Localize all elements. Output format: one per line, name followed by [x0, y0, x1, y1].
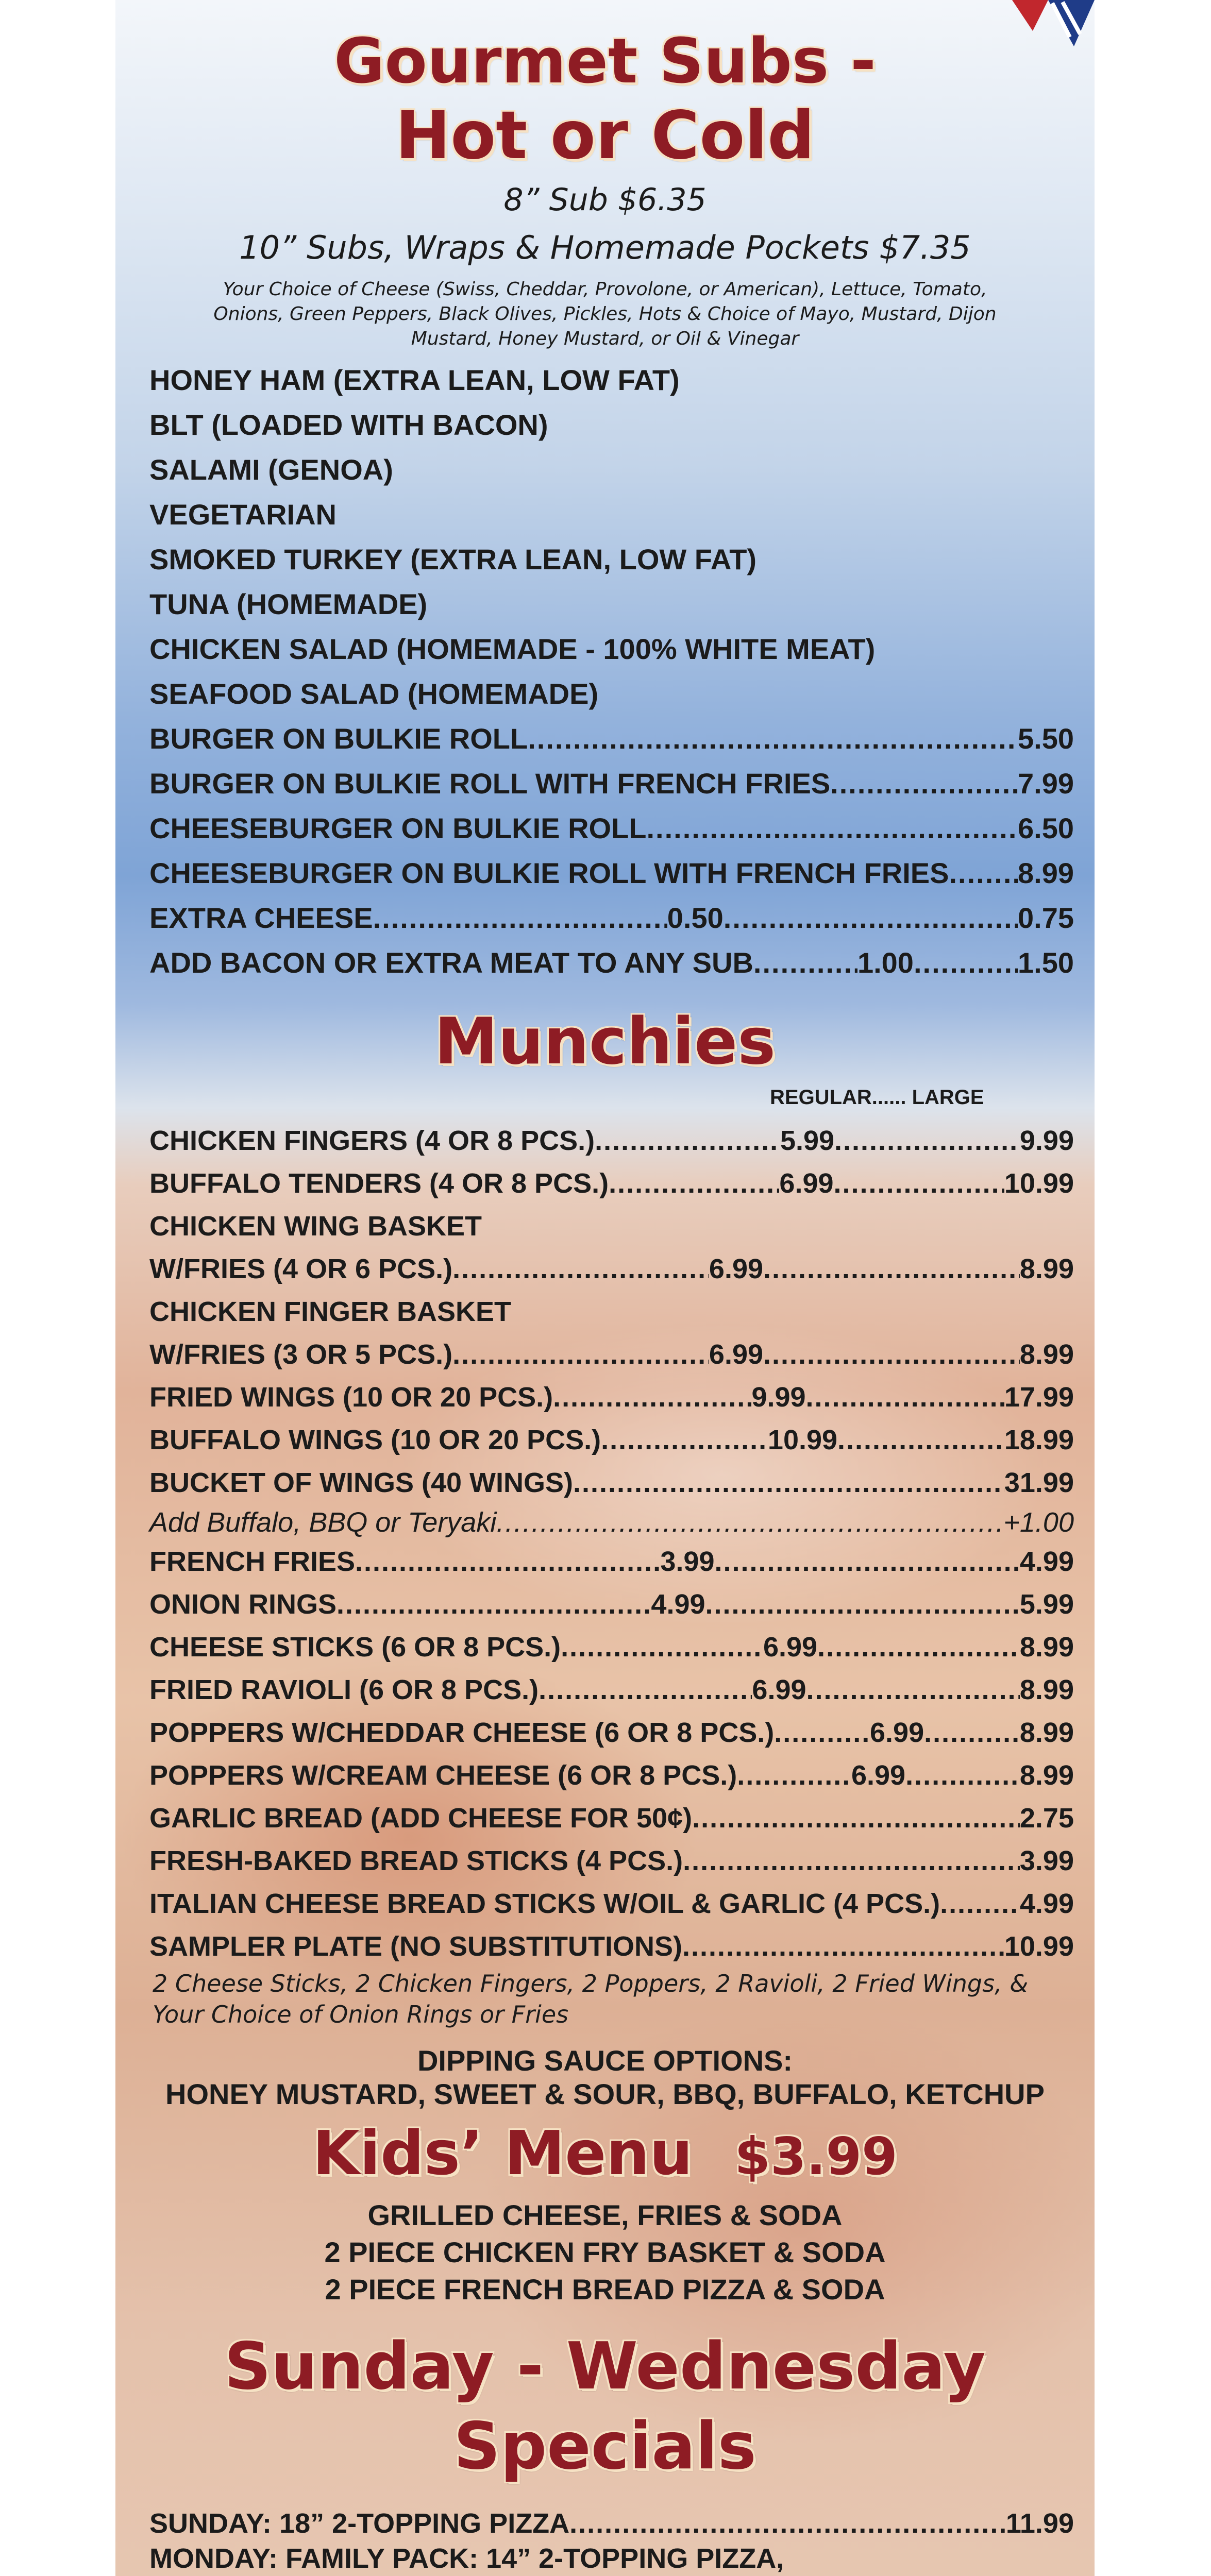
item-price-regular: 6.99 [779, 1168, 834, 1199]
item-price-large: 10.99 [1004, 1168, 1074, 1199]
item-price-large: 18.99 [1004, 1425, 1074, 1455]
item-name: ADD BACON OR EXTRA MEAT TO ANY SUB [149, 946, 753, 979]
item-name: Add Buffalo, BBQ or Teryaki [149, 1507, 497, 1538]
munchies-item-row [149, 1713, 1074, 1752]
leader-dots [539, 1670, 752, 1709]
item-name: W/FRIES (4 OR 6 PCS.) [149, 1253, 453, 1284]
sub-item-row [149, 405, 1074, 445]
leader-dots [817, 1628, 1020, 1667]
kids-item: 2 PIECE FRENCH BREAD PIZZA & SODA [325, 2273, 885, 2306]
item-price-price: 8.99 [1018, 857, 1074, 889]
leader-dots [834, 1164, 1004, 1203]
kids-title-line [115, 2117, 1095, 2189]
munchies-item-row [149, 1207, 1074, 1246]
col-header-dots: ...... [871, 1086, 906, 1109]
item-name: CHICKEN WING BASKET [149, 1211, 482, 1242]
item-name: POPPERS W/CREAM CHEESE (6 OR 8 PCS.) [149, 1760, 737, 1791]
munchies-item-row [149, 1884, 1074, 1923]
munchies-item-row [149, 1378, 1074, 1417]
sub-item-row [149, 809, 1074, 848]
item-price-large: 5.99 [1019, 1589, 1074, 1620]
special-item-row [149, 2504, 1074, 2543]
item-price-large: 8.99 [1019, 1253, 1074, 1284]
leader-dots [528, 719, 1018, 758]
item-name: CHICKEN FINGERS (4 OR 8 PCS.) [149, 1125, 595, 1156]
item-price-large: 8.99 [1019, 1760, 1074, 1791]
item-name: SALAMI (GENOA) [149, 453, 393, 486]
leader-dots [647, 809, 1018, 848]
munchies-item-row [149, 1506, 1074, 1539]
leader-dots [631, 2574, 1004, 2576]
leader-dots [774, 1713, 870, 1752]
leader-dots [601, 1420, 768, 1460]
leader-dots [834, 1121, 1020, 1160]
sub-item-row [149, 764, 1074, 803]
item-price-price: 1.50 [1018, 946, 1074, 979]
leader-dots [914, 943, 1018, 982]
item-name: GARLIC BREAD (ADD CHEESE FOR 50¢) [149, 1803, 693, 1834]
munchies-title: Munchies [434, 1005, 776, 1079]
item-price-large: 8.99 [1019, 1717, 1074, 1748]
sub-10-price: 10” Subs, Wraps & Homemade Pockets $7.35 [239, 229, 971, 266]
leader-dots [553, 1378, 751, 1417]
item-name: CHICKEN SALAD (HOMEMADE - 100% WHITE MEAT) [149, 633, 876, 665]
item-price-large: 8.99 [1019, 1632, 1074, 1663]
item-name: BURGER ON BULKIE ROLL WITH FRENCH FRIES [149, 767, 831, 800]
item-name: CHEESEBURGER ON BULKIE ROLL [149, 812, 647, 844]
item-name: SAMPLER PLATE (NO SUBSTITUTIONS) [149, 1931, 682, 1962]
item-price-large: +1.00 [1003, 1507, 1074, 1538]
sub-item-row [149, 854, 1074, 893]
item-price-large: 9.99 [1019, 1125, 1074, 1156]
leader-dots [692, 1799, 1020, 1838]
munchies-item-row [149, 1585, 1074, 1624]
subs-toppings-note: Your Choice of Cheese (Swiss, Cheddar, Provolone, or American), Lettuce, Tomato, Onions, Green Peppers, Black Olives, Pickles, Hots & Choice of Mayo, Mustard, Dijon Mustard, Honey Mustard, or Oil & Vinegar [213, 279, 997, 349]
item-price-price: 6.50 [1018, 812, 1074, 844]
item-name: SUNDAY: 18” 2-TOPPING PIZZA [149, 2508, 570, 2539]
munchies-item-row [149, 1463, 1074, 1502]
dipping-options: HONEY MUSTARD, SWEET & SOUR, BBQ, BUFFALO, KETCHUP [165, 2078, 1045, 2110]
item-name: ONION RINGS [149, 1589, 337, 1620]
item-price-price: 5.50 [1018, 722, 1074, 755]
sub-item-row [149, 719, 1074, 758]
item-name: EXTRA CHEESE [149, 902, 373, 934]
leader-dots [724, 899, 1018, 938]
item-name: FRIED RAVIOLI (6 OR 8 PCS.) [149, 1674, 539, 1705]
sub-item-row [149, 674, 1074, 714]
item-price-large: 4.99 [1019, 1888, 1074, 1919]
item-price-price [1004, 2574, 1074, 2576]
item-name: POPPERS W/CHEDDAR CHEESE (6 OR 8 PCS.) [149, 1717, 775, 1748]
specials-title-line1: Sunday - Wednesday [224, 2328, 986, 2404]
leader-dots [837, 1420, 1004, 1460]
item-price-large: 10.99 [1004, 1931, 1074, 1962]
leader-dots [705, 1585, 1020, 1624]
item-name: MONDAY: FAMILY PACK: 14” 2-TOPPING PIZZA, [149, 2543, 784, 2574]
munchies-item-row [149, 1927, 1074, 1966]
kids-item: 2 PIECE CHICKEN FRY BASKET & SODA [324, 2236, 886, 2268]
item-price-regular: 4.99 [651, 1589, 705, 1620]
item-price-large: 2.75 [1019, 1803, 1074, 1834]
item-price-large: 31.99 [1004, 1467, 1074, 1498]
item-name: FRESH-BAKED BREAD STICKS (4 PCS.) [149, 1845, 683, 1876]
dipping-title: DIPPING SAUCE OPTIONS: [417, 2044, 793, 2077]
item-price-regular: 6.99 [709, 1253, 764, 1284]
subs-title-line1: Gourmet Subs - [334, 26, 876, 97]
item-price-regular: 1.00 [857, 946, 914, 979]
item-name: ITALIAN CHEESE BREAD STICKS W/OIL & GARLIC (4 PCS.) [149, 1888, 940, 1919]
sampler-note: 2 Cheese Sticks, 2 Chicken Fingers, 2 Poppers, 2 Ravioli, 2 Fried Wings, & Your Choice of Onion Rings or Fries [153, 1970, 1029, 2028]
sub-item-row [149, 361, 1074, 400]
sub-item-row [149, 585, 1074, 624]
munchies-item-row [149, 1292, 1074, 1331]
item-price-price: 7.99 [1018, 767, 1074, 800]
leader-dots [737, 1756, 851, 1795]
item-name: BUCKET OF WINGS (40 WINGS) [149, 1467, 573, 1498]
item-price-price: 11.99 [1005, 2508, 1074, 2539]
leader-dots [753, 943, 857, 982]
item-price-regular: 3.99 [660, 1546, 715, 1577]
sub-item-row [149, 450, 1074, 489]
kids-price: $3.99 [734, 2126, 898, 2187]
kids-item: GRILLED CHEESE, FRIES & SODA [367, 2199, 843, 2231]
item-price-regular: 6.99 [709, 1339, 764, 1370]
item-price-regular: 6.99 [752, 1674, 806, 1705]
item-price-regular: 5.99 [780, 1125, 835, 1156]
item-price-large: 8.99 [1019, 1339, 1074, 1370]
col-large-label: LARGE [912, 1086, 984, 1109]
leader-dots [355, 1542, 660, 1581]
leader-dots [452, 1249, 709, 1289]
leader-dots [905, 1756, 1020, 1795]
munchies-column-headers [770, 1086, 984, 1109]
sub-item-row [149, 899, 1074, 938]
item-price-large: 8.99 [1019, 1674, 1074, 1705]
munchies-item-row [149, 1121, 1074, 1160]
item-name: CHICKEN FINGER BASKET [149, 1296, 512, 1327]
leader-dots [496, 1506, 1003, 1539]
munchies-item-row [149, 1799, 1074, 1838]
munchies-item-row [149, 1670, 1074, 1709]
specials-title-line2: Specials [453, 2408, 756, 2484]
subs-title-line2: Hot or Cold [395, 97, 815, 174]
item-price-large: 17.99 [1004, 1382, 1074, 1413]
sub-item-row [149, 540, 1074, 579]
special-item-row [149, 2539, 1074, 2576]
leader-dots [949, 854, 1018, 893]
leader-dots [763, 1335, 1020, 1374]
item-name: CHEESE STICKS (6 OR 8 PCS.) [149, 1632, 561, 1663]
sub-item-row [149, 943, 1074, 982]
item-price-regular: 0.50 [667, 902, 724, 934]
sub-8-price: 8” Sub $6.35 [503, 182, 707, 218]
item-name: BURGER ON BULKIE ROLL [149, 722, 528, 755]
leader-dots [337, 1585, 651, 1624]
item-name [149, 2574, 631, 2576]
leader-dots [924, 1713, 1020, 1752]
item-name: BUFFALO TENDERS (4 OR 8 PCS.) [149, 1168, 609, 1199]
leader-dots [830, 764, 1018, 803]
munchies-item-row [149, 1628, 1074, 1667]
leader-dots [715, 1542, 1020, 1581]
leader-dots [573, 1463, 1004, 1502]
item-price-large: 4.99 [1019, 1546, 1074, 1577]
item-name: BUFFALO WINGS (10 OR 20 PCS.) [149, 1425, 601, 1455]
col-regular-label: REGULAR [770, 1086, 872, 1109]
leader-dots [940, 1884, 1020, 1923]
item-price-regular: 10.99 [767, 1425, 838, 1455]
item-name: VEGETARIAN [149, 498, 337, 531]
sub-item-row [149, 495, 1074, 534]
kids-title: Kids’ Menu [312, 2117, 693, 2189]
leader-dots [609, 1164, 779, 1203]
leader-dots [763, 1249, 1020, 1289]
item-price-price: 0.75 [1018, 902, 1074, 934]
item-name: W/FRIES (3 OR 5 PCS.) [149, 1339, 453, 1370]
munchies-item-row [149, 1841, 1074, 1880]
item-price-regular: 6.99 [763, 1632, 818, 1663]
munchies-item-row [149, 1420, 1074, 1460]
item-name: FRENCH FRIES [149, 1546, 356, 1577]
item-price-large: 3.99 [1019, 1845, 1074, 1876]
item-name: CHEESEBURGER ON BULKIE ROLL WITH FRENCH FRIES [149, 857, 949, 889]
leader-dots [806, 1378, 1004, 1417]
item-price-regular: 9.99 [751, 1382, 806, 1413]
leader-dots [595, 1121, 780, 1160]
munchies-item-row [149, 1335, 1074, 1374]
item-price-regular: 6.99 [851, 1760, 906, 1791]
menu-panel [115, 0, 1095, 2576]
leader-dots [373, 899, 667, 938]
leader-dots [569, 2504, 1006, 2543]
leader-dots [806, 1670, 1020, 1709]
item-name: BLT (LOADED WITH BACON) [149, 409, 548, 441]
item-name: SEAFOOD SALAD (HOMEMADE) [149, 677, 599, 710]
munchies-item-row [149, 1164, 1074, 1203]
leader-dots [683, 1841, 1020, 1880]
munchies-item-row [149, 1756, 1074, 1795]
item-price-regular: 6.99 [870, 1717, 924, 1748]
munchies-item-row [149, 1249, 1074, 1289]
item-name: FRIED WINGS (10 OR 20 PCS.) [149, 1382, 553, 1413]
munchies-item-row [149, 1542, 1074, 1581]
leader-dots [561, 1628, 763, 1667]
item-name: SMOKED TURKEY (EXTRA LEAN, LOW FAT) [149, 543, 757, 575]
item-name: TUNA (HOMEMADE) [149, 588, 428, 620]
special-item-row [149, 2574, 1074, 2576]
sub-item-row [149, 630, 1074, 669]
leader-dots [452, 1335, 709, 1374]
leader-dots [682, 1927, 1004, 1966]
item-name: HONEY HAM (EXTRA LEAN, LOW FAT) [149, 364, 680, 396]
